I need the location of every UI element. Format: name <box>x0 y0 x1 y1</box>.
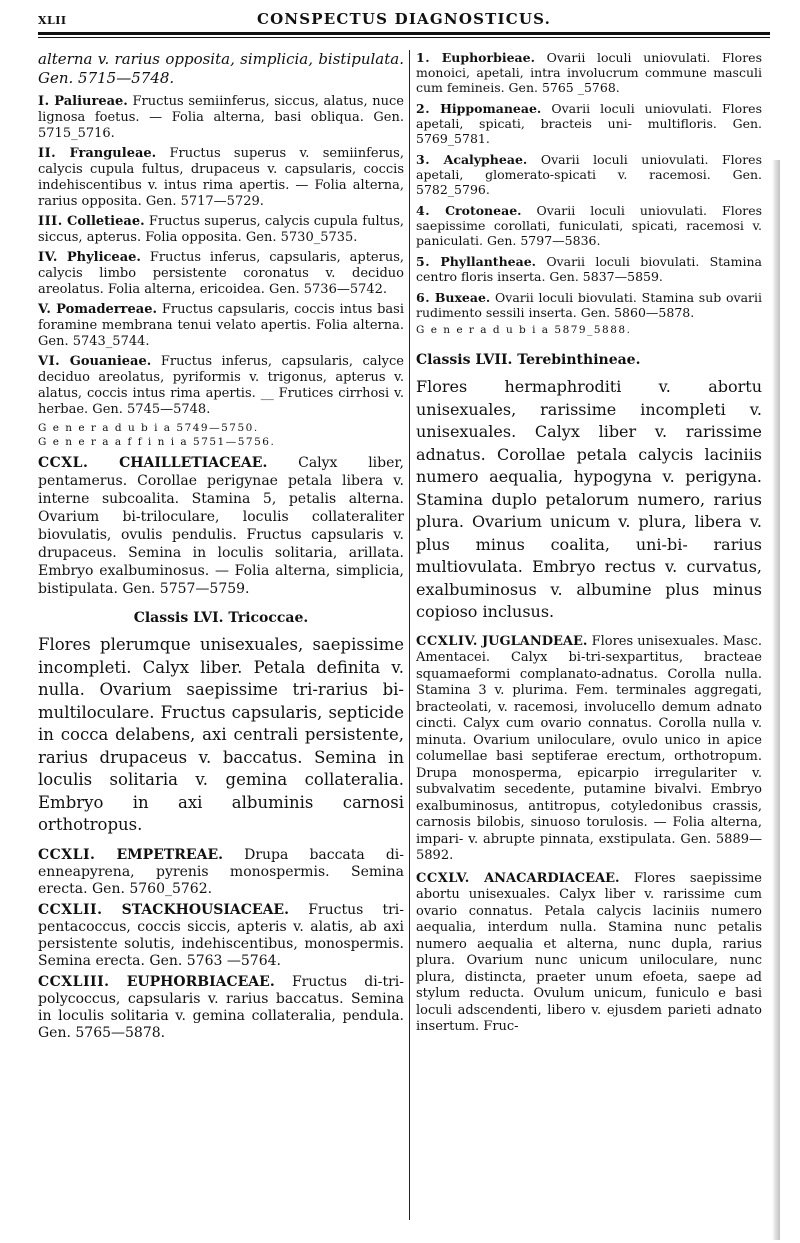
subfamily-entry: 5. Phyllantheae. Ovarii loculi biovulati. Stamina centro floris inserta. Gen. 5837—5859. <box>416 254 762 284</box>
subfamily-entry: 1. Euphorbieae. Ovarii loculi uniovulati. Flores monoici, apetali, intra involucrum commune masculi cum femineis. Gen. 5765 _5768. <box>416 50 762 95</box>
subfamily-entry: 4. Crotoneae. Ovarii loculi uniovulati. Flores saepissime corollati, funiculati, spicati, racemosi v. paniculati. Gen. 5797—5836. <box>416 203 763 248</box>
class-description: Flores hermaphroditi v. abortu unisexuales, rarissime incompleti v. unisexuales. Calyx liber v. rarissime adnatus. Corollae petala calycis laciniis numero aequalia, hypogyna v. perigyna. Stamina duplo petalorum numero, rarius plura. Ovarium unicum v. plura, libera v. plus minus coalita, uni-bi- rarius multiovulata. Embryo rectus v. curvatus, exalbuminosus v. albumine plus minus copioso inclusus. <box>416 377 762 621</box>
family-entry: CCXLIII. EUPHORBIACEAE. Fructus di-tri-polycoccus, capsularis v. rarius baccatus. Semina in loculis solitaria v. gemina collateralia, pendula. Gen. 5765—5878. <box>38 973 404 1041</box>
family-entry: CCXL. CHAILLETIACEAE. Calyx liber, pentamerus. Corollae perigynae petala libera v. interne subcoalita. Stamina 5, petalis alterna. Ovarium bi-triloculare, loculis collateraliter biovulatis, ovulis pendulis. Fructus capsularis v. drupaceus. Semina in loculis solitaria, arillata. Embryo exalbuminosus. — Folia alterna, simplicia, bistipulata. Gen. 5757—5759. <box>38 455 405 597</box>
subfamily-entry: II. Frangulеae. Fructus superus v. semiinferus, calycis cupula fultus, drupaceus v. capsularis, coccis indehiscentibus v. intus rima apertis. — Folia alterna, rarius opposita. Gen. 5717—5729. <box>38 146 404 209</box>
genera-dubia: G e n e r a d u b i a 5879_5888. <box>416 324 632 336</box>
column-divider <box>409 50 410 1220</box>
genera-dubia: G e n e r a d u b i a 5749—5750. <box>38 422 259 434</box>
intro-text: alterna v. rarius opposita, simplicia, bistipulata. Gen. 5715—5748. <box>38 50 404 87</box>
subfamily-entry: 2. Hippomaneae. Ovarii loculi uniovulati. Flores apetali, spicati, bracteis uni- multifloris. Gen. 5769_5781. <box>416 101 762 146</box>
subfamily-entry: IV. Phyliceae. Fructus inferus, capsularis, apterus, calycis limbo persistente coronatus v. deciduo areolatus. Folia alterna, ericoidea. Gen. 5736—5742. <box>38 250 405 297</box>
family-entry: CCXLV. ANACARDIACEAE. Flores saepissime abortu unisexuales. Calyx liber v. rarissime cum ovario connatus. Petala calycis laciniis numero aequalia, interdum nulla. Stamina nunc petalis numero aequalia et alterna, nunc dupla, rarius plura. Ovarium nunc unicum uniloculare, nunc plura, distincta, praeter unum efoeta, saepe ad stylum reducta. Ovulum unicum, funiculo e basi loculi adscendenti, libero v. ejusdem parieti adnato insertum. Fruc- <box>416 870 762 1034</box>
family-entry: CCXLIV. JUGLANDEAE. Flores unisexuales. Masc. Amentacei. Calyx bi-tri-sexpartitus, bracteae squamaeformi complanato-adnatus. Corolla nulla. Stamina 3 v. plurima. Fem. terminales aggregati, bracteolati, v. racemosi, involucello demum adnato cincti. Calyx cum ovario connatus. Corolla nulla v. minuta. Ovarium uniloculare, ovulo unico in apice columellae basi septiferae erectum, orthotropum. Drupa monosperma, epicarpio irregulariter v. subvalvatim secedente, putamine bivalvi. Embryo exalbuminosus, antitropus, cotyledonibus crassis, carnosis bilobis, sinuoso torulosis. — Folia alterna, impari- v. abrupte pinnata, exstipulata. Gen. 5889—5892. <box>416 633 762 863</box>
class-heading: Classis LVII. Terebinthineae. <box>416 352 641 368</box>
subfamily-entry: III. Colletieae. Fructus superus, calycis cupula fultus, siccus, apterus. Folia opposita. Gen. 5730_5735. <box>38 214 404 245</box>
family-entry: CCXLI. EMPETREAE. Drupa baccata di-enneapyrena, pyrenis monospermis. Semina erecta. Gen. 5760_5762. <box>38 846 405 897</box>
left-column <box>38 50 404 1042</box>
class-description: Flores plerumque unisexuales, saepissime incompleti. Calyx liber. Petala definita v. nulla. Ovarium saepissime tri-rarius bi- multiloculare. Fructus capsularis, septicide in cocca delabens, axi centrali persistente, rarius drupaceus v. baccatus. Semina in loculis solitaria v. gemina collateralia. Embryo in axi albuminis carnosi orthotropus. <box>38 635 404 834</box>
subfamily-entry: VI. Gouanieae. Fructus inferus, capsularis, calyce deciduo areolatus, pyriformis v. trigonus, apterus v. alatus, coccis intus rima apertis. __ Frutices cirrhosi v. herbae. Gen. 5745—5748. <box>38 354 405 417</box>
genera-affinia: G e n e r a a f f i n i a 5751—5756. <box>38 436 276 448</box>
subfamily-list <box>416 50 762 320</box>
running-title: CONSPECTUS DIAGNOSTICUS. <box>256 10 552 28</box>
header-rule-thick <box>38 32 770 35</box>
header-rule-thin <box>38 37 770 38</box>
page-number: XLII <box>38 14 67 27</box>
subfamily-entry: I. Paliureae. Fructus semiinferus, siccus, alatus, nuce lignosa foetus. — Folia alterna, basi obliqua. Gen. 5715_5716. <box>38 94 404 141</box>
right-column <box>416 50 762 1036</box>
class-heading: Classis LVI. Tricoccae. <box>133 610 309 626</box>
subfamily-entry: V. Pomaderreae. Fructus capsularis, coccis intus basi foramine membrana tenui velato apertis. Folia alterna. Gen. 5743_5744. <box>38 302 404 349</box>
subfamily-entry: 3. Acalypheae. Ovarii loculi uniovulati. Flores apetali, glomerato-spicati v. racemosi. Gen. 5782_5796. <box>416 152 762 197</box>
subfamily-list <box>38 94 404 418</box>
page-edge-shadow <box>772 160 780 1240</box>
family-entry: CCXLII. STACKHOUSIACEAE. Fructus tri-pentacoccus, coccis siccis, apteris v. alatis, ab axi persistente solutis, indehiscentibus, monospermis. Semina erecta. Gen. 5763 —5764. <box>38 901 404 969</box>
subfamily-entry: 6. Buxeae. Ovarii loculi biovulati. Stamina sub ovarii rudimento sessili inserta. Gen. 5860—5878. <box>416 290 762 320</box>
